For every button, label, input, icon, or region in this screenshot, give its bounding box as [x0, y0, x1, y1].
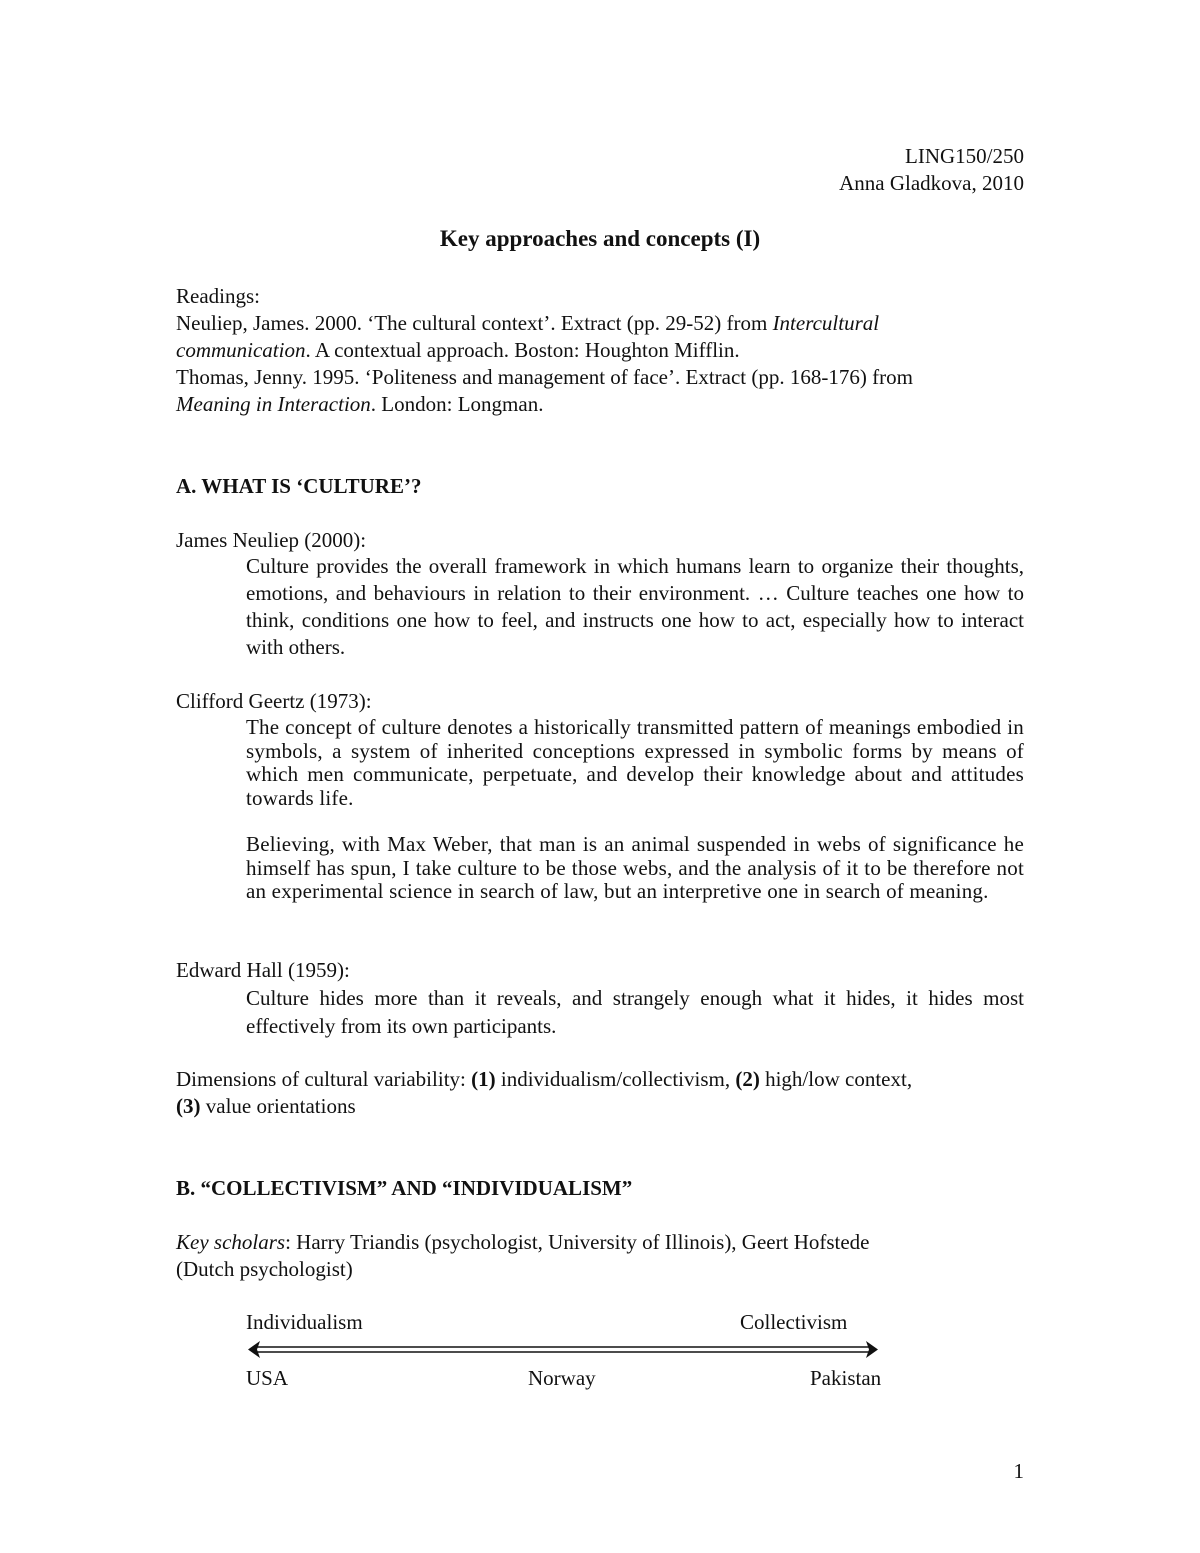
- course-code: LING150/250: [905, 144, 1024, 168]
- section-a-heading: A. WHAT IS ‘CULTURE’?: [176, 474, 422, 498]
- scale-left-label: Individualism: [246, 1310, 363, 1334]
- dimensions-line-2: (3) value orientations: [176, 1094, 356, 1118]
- hall-quote: Culture hides more than it reveals, and strangely enough what it hides, it hides most effectively from its own participants.: [246, 986, 1024, 1038]
- key-scholars-line-1: Key scholars: Harry Triandis (psychologist, University of Illinois), Geert Hofstede: [176, 1230, 870, 1254]
- page-number: 1: [1013, 1459, 1024, 1483]
- reading-ref-1-line-2: communication. A contextual approach. Boston: Houghton Mifflin.: [176, 338, 740, 362]
- section-b-heading: B. “COLLECTIVISM” AND “INDIVIDUALISM”: [176, 1176, 633, 1200]
- hall-label: Edward Hall (1959):: [176, 958, 350, 982]
- geertz-quote-1: The concept of culture denotes a historically transmitted pattern of meanings embodied in symbols, a system of inherited conceptions expressed in symbolic forms by means of which men communicate, perpetuate, and develop their knowledge about and attitudes towards life.: [246, 715, 1024, 810]
- neuliep-label: James Neuliep (2000):: [176, 528, 367, 552]
- reading-ref-2-line-2: Meaning in Interaction. London: Longman.: [176, 392, 544, 416]
- scale-country-norway: Norway: [528, 1366, 596, 1390]
- double-arrow-icon: [246, 1336, 886, 1362]
- dimensions-line-1: Dimensions of cultural variability: (1) individualism/collectivism, (2) high/low context,: [176, 1067, 913, 1091]
- key-scholars-line-2: (Dutch psychologist): [176, 1257, 353, 1281]
- scale-country-pakistan: Pakistan: [810, 1366, 882, 1390]
- author-year: Anna Gladkova, 2010: [839, 171, 1024, 195]
- geertz-label: Clifford Geertz (1973):: [176, 689, 372, 713]
- neuliep-quote: Culture provides the overall framework in which humans learn to organize their thoughts, emotions, and behaviours in relation to their environment. … Culture teaches one how to think, conditions one how to feel, and instructs one how to act, especially how to interact with others.: [246, 554, 1024, 659]
- scale-right-label: Collectivism: [740, 1310, 848, 1334]
- reading-ref-2-line-1: Thomas, Jenny. 1995. ‘Politeness and management of face’. Extract (pp. 168-176) from: [176, 365, 913, 389]
- scale-country-usa: USA: [246, 1366, 289, 1390]
- readings-label: Readings:: [176, 284, 260, 308]
- geertz-quote-2: Believing, with Max Weber, that man is an animal suspended in webs of significance he himself has spun, I take culture to be those webs, and the analysis of it to be therefore not an experimental science in search of law, but an interpretive one in search of meaning.: [246, 832, 1024, 903]
- reading-ref-1-line-1: Neuliep, James. 2000. ‘The cultural context’. Extract (pp. 29-52) from Intercultural: [176, 311, 880, 335]
- page-title: Key approaches and concepts (I): [439, 226, 761, 251]
